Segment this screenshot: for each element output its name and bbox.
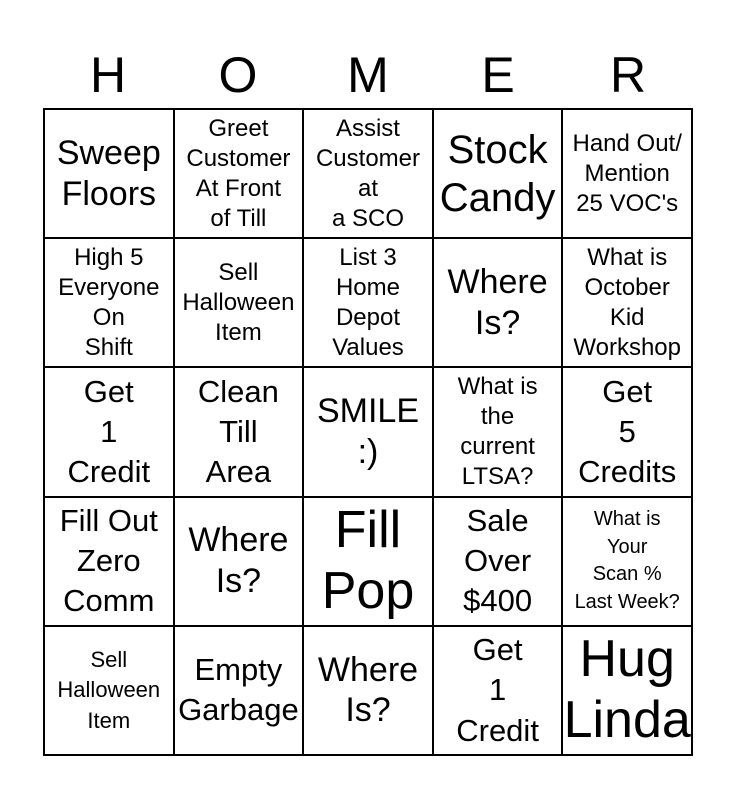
cell-text: Assist Customer at a SCO	[315, 114, 420, 232]
bingo-cell-r2-c2[interactable]	[175, 239, 305, 368]
bingo-cell-r3-c4[interactable]	[434, 368, 564, 497]
cell-text: Get 5 Credits	[578, 373, 677, 490]
cell-text: Clean Till Area	[197, 373, 279, 490]
bingo-cell-r3-c3[interactable]	[304, 368, 434, 497]
cell-text: Fill Out Zero Comm	[59, 502, 158, 619]
header-letter-e: E	[481, 47, 515, 103]
cell-text: List 3 Home Depot Values	[332, 243, 404, 361]
cell-text: Get 1 Credit	[67, 373, 151, 490]
bingo-cell-r4-c3[interactable]	[304, 498, 434, 627]
bingo-cell-r2-c4[interactable]	[434, 239, 564, 368]
header-letter-h: H	[89, 47, 127, 103]
bingo-cell-r4-c1[interactable]	[45, 498, 175, 627]
cell-text: Where Is?	[317, 650, 419, 730]
cell-text: What is Your Scan % Last Week?	[574, 508, 680, 613]
cell-text: Sweep Floors	[56, 133, 161, 213]
cell-text: Where Is?	[188, 521, 289, 601]
bingo-cell-r5-c1[interactable]	[45, 627, 175, 756]
cell-text: Sell Halloween Item	[57, 646, 161, 733]
bingo-cell-r4-c4[interactable]	[434, 498, 564, 627]
bingo-cell-r5-c3[interactable]	[304, 627, 434, 756]
bingo-cell-r1-c1[interactable]	[45, 110, 175, 239]
bingo-cell-r4-c2[interactable]	[175, 498, 305, 627]
bingo-cell-r3-c1[interactable]	[45, 368, 175, 497]
header-letter-m: M	[347, 47, 389, 103]
bingo-cell-r1-c2[interactable]	[175, 110, 305, 239]
bingo-cell-r5-c5[interactable]	[563, 627, 693, 756]
cell-text: Sale Over $400	[463, 502, 533, 619]
cell-text: Hug Linda	[563, 630, 691, 750]
bingo-board	[43, 108, 693, 756]
cell-text: Empty Garbage	[178, 652, 299, 728]
cell-text: Where Is?	[447, 262, 548, 342]
cell-text: What is October Kid Workshop	[573, 243, 681, 361]
cell-text: Get 1 Credit	[456, 631, 539, 748]
cell-text: Greet Customer At Front of Till	[186, 114, 291, 232]
bingo-cell-r2-c3[interactable]	[304, 239, 434, 368]
header-letter-o: O	[218, 47, 258, 103]
cell-text: High 5 Everyone On Shift	[58, 243, 160, 361]
bingo-cell-r1-c5[interactable]	[563, 110, 693, 239]
bingo-cell-r2-c5[interactable]	[563, 239, 693, 368]
bingo-header	[43, 40, 693, 106]
cell-text: Hand Out/ Mention 25 VOC's	[572, 129, 682, 217]
cell-text: What is the current LTSA?	[457, 372, 538, 490]
cell-text: SMILE :)	[316, 392, 420, 471]
bingo-cell-r3-c5[interactable]	[563, 368, 693, 497]
bingo-cell-r4-c5[interactable]	[563, 498, 693, 627]
bingo-cell-r2-c1[interactable]	[45, 239, 175, 368]
bingo-cell-r5-c4[interactable]	[434, 627, 564, 756]
bingo-cell-r1-c4[interactable]	[434, 110, 564, 239]
bingo-cell-r3-c2[interactable]	[175, 368, 305, 497]
cell-text: Fill Pop	[321, 500, 415, 621]
cell-text: Stock Candy	[439, 127, 556, 220]
header-letter-r: R	[609, 47, 647, 103]
cell-text: Sell Halloween Item	[182, 258, 295, 346]
bingo-cell-r1-c3[interactable]	[304, 110, 434, 239]
bingo-cell-r5-c2[interactable]	[175, 627, 305, 756]
